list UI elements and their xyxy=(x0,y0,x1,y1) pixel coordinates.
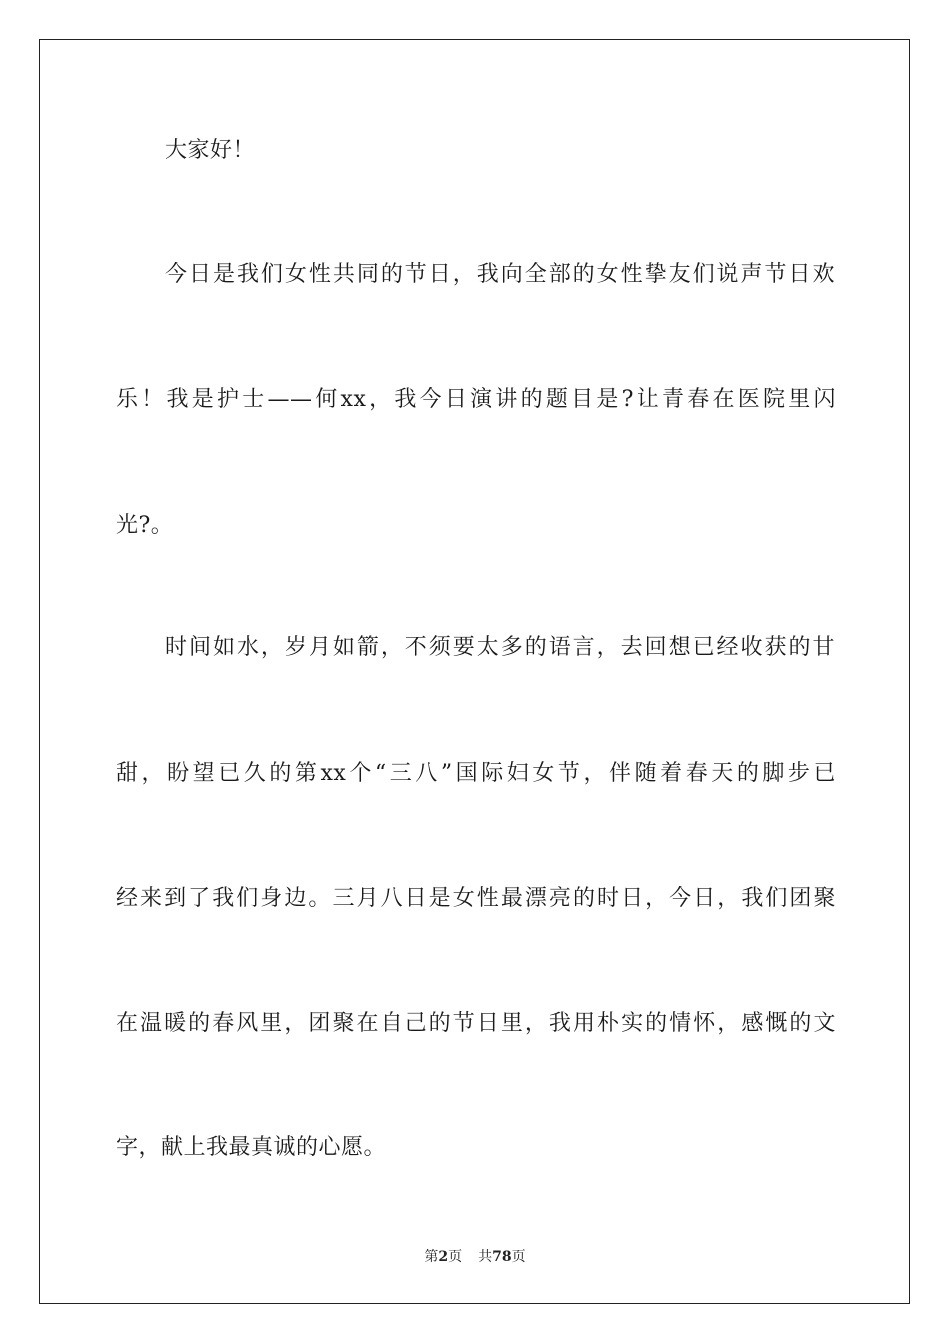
total-pages: 78 xyxy=(492,1249,512,1265)
body-line: 甜，盼望已久的第xx个“三八”国际妇女节，伴随着春天的脚步已 xyxy=(116,761,836,786)
page-border xyxy=(39,39,910,1304)
body-line: 时间如水，岁月如箭，不须要太多的语言，去回想已经收获的甘 xyxy=(165,635,835,660)
body-line: 今日是我们女性共同的节日，我向全部的女性挚友们说声节日欢 xyxy=(165,262,835,287)
page-suffix: 页 xyxy=(448,1249,463,1265)
greeting-line: 大家好！ xyxy=(165,138,256,163)
body-line: 字，献上我最真诚的心愿。 xyxy=(116,1135,387,1160)
body-line: 乐！我是护士——何xx，我今日演讲的题目是?让青春在医院里闪 xyxy=(116,387,836,412)
body-line: 在温暖的春风里，团聚在自己的节日里，我用朴实的情怀，感慨的文 xyxy=(116,1011,836,1036)
page-number: 2 xyxy=(438,1249,449,1265)
page-footer xyxy=(0,1248,950,1266)
total-suffix: 页 xyxy=(511,1249,526,1265)
body-line: 经来到了我们身边。三月八日是女性最漂亮的时日，今日，我们团聚 xyxy=(116,886,836,911)
total-prefix: 共 xyxy=(478,1249,493,1265)
body-line: 光?。 xyxy=(116,513,174,538)
page-prefix: 第 xyxy=(424,1249,439,1265)
